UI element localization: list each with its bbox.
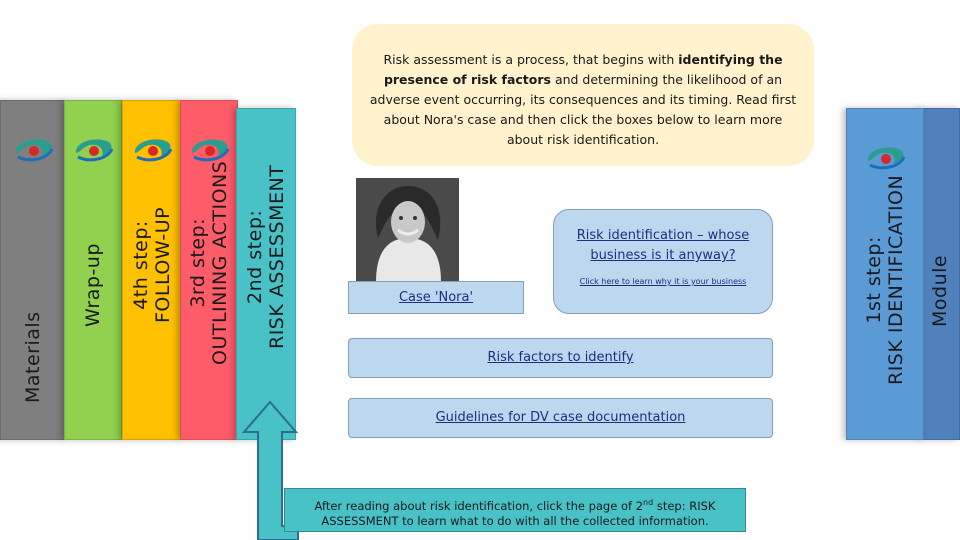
risk-identification-button[interactable] [553,209,773,314]
logo-icon [10,135,56,163]
tab-risk-identification-title: RISK IDENTIFICATION [885,174,907,385]
note-part1: After reading about risk identification, click the page of 2 [314,498,644,513]
tab-outlining-actions[interactable] [180,100,238,440]
intro-text-part2: and determining the likelihood of an adverse event occurring, its consequences and its timing. Read first about Nora's case and then click the boxes below to learn more about risk identification. [369,72,797,147]
intro-text-bold: identifying the presence of risk factors [383,52,783,87]
case-nora-button[interactable]: Case 'Nora' [348,281,524,314]
bottom-instruction-note [284,488,746,532]
tab-materials[interactable] [0,100,66,440]
tab-module[interactable] [920,108,960,440]
tab-materials-label: Materials [22,311,44,403]
intro-text-part1: Risk assessment is a process, that begins with [383,52,679,67]
intro-text-box [352,24,814,166]
tab-follow-up-label [130,207,174,323]
dv-guidelines-button[interactable]: Guidelines for DV case documentation [348,398,773,438]
tab-module-label: Module [929,254,951,327]
tab-follow-up-title: FOLLOW-UP [152,206,174,323]
tab-risk-assessment-title: RISK ASSESSMENT [266,164,288,349]
tab-risk-assessment[interactable] [236,108,296,440]
tab-risk-assessment-step: 2nd step: [244,209,266,304]
tab-wrap-up[interactable] [64,100,122,440]
risk-identification-subtitle: Click here to learn why it is your business [579,277,747,286]
tab-outlining-actions-label [187,161,231,365]
logo-icon [129,135,175,163]
tab-follow-up[interactable] [122,100,182,440]
logo-icon [862,143,908,171]
nora-photo [356,178,459,282]
logo-icon [70,135,116,163]
tab-risk-assessment-label [244,165,288,349]
tab-risk-identification[interactable] [846,108,924,440]
note-sup: nd [643,498,654,507]
tab-outlining-actions-title: OUTLINING ACTIONS [209,160,231,365]
risk-identification-title: Risk identification – whose business is it anyway? [576,228,750,263]
tab-follow-up-step: 4th step: [130,220,152,310]
logo-icon [186,135,232,163]
tab-risk-identification-label [863,175,907,385]
tab-risk-identification-step: 1st step: [863,236,885,324]
risk-factors-button[interactable]: Risk factors to identify [348,338,773,378]
note-part2: step: RISK ASSESSMENT to learn what to do with all the collected information. [321,498,716,528]
tab-wrap-up-label: Wrap-up [82,243,104,327]
tab-outlining-actions-step: 3rd step: [187,218,209,308]
